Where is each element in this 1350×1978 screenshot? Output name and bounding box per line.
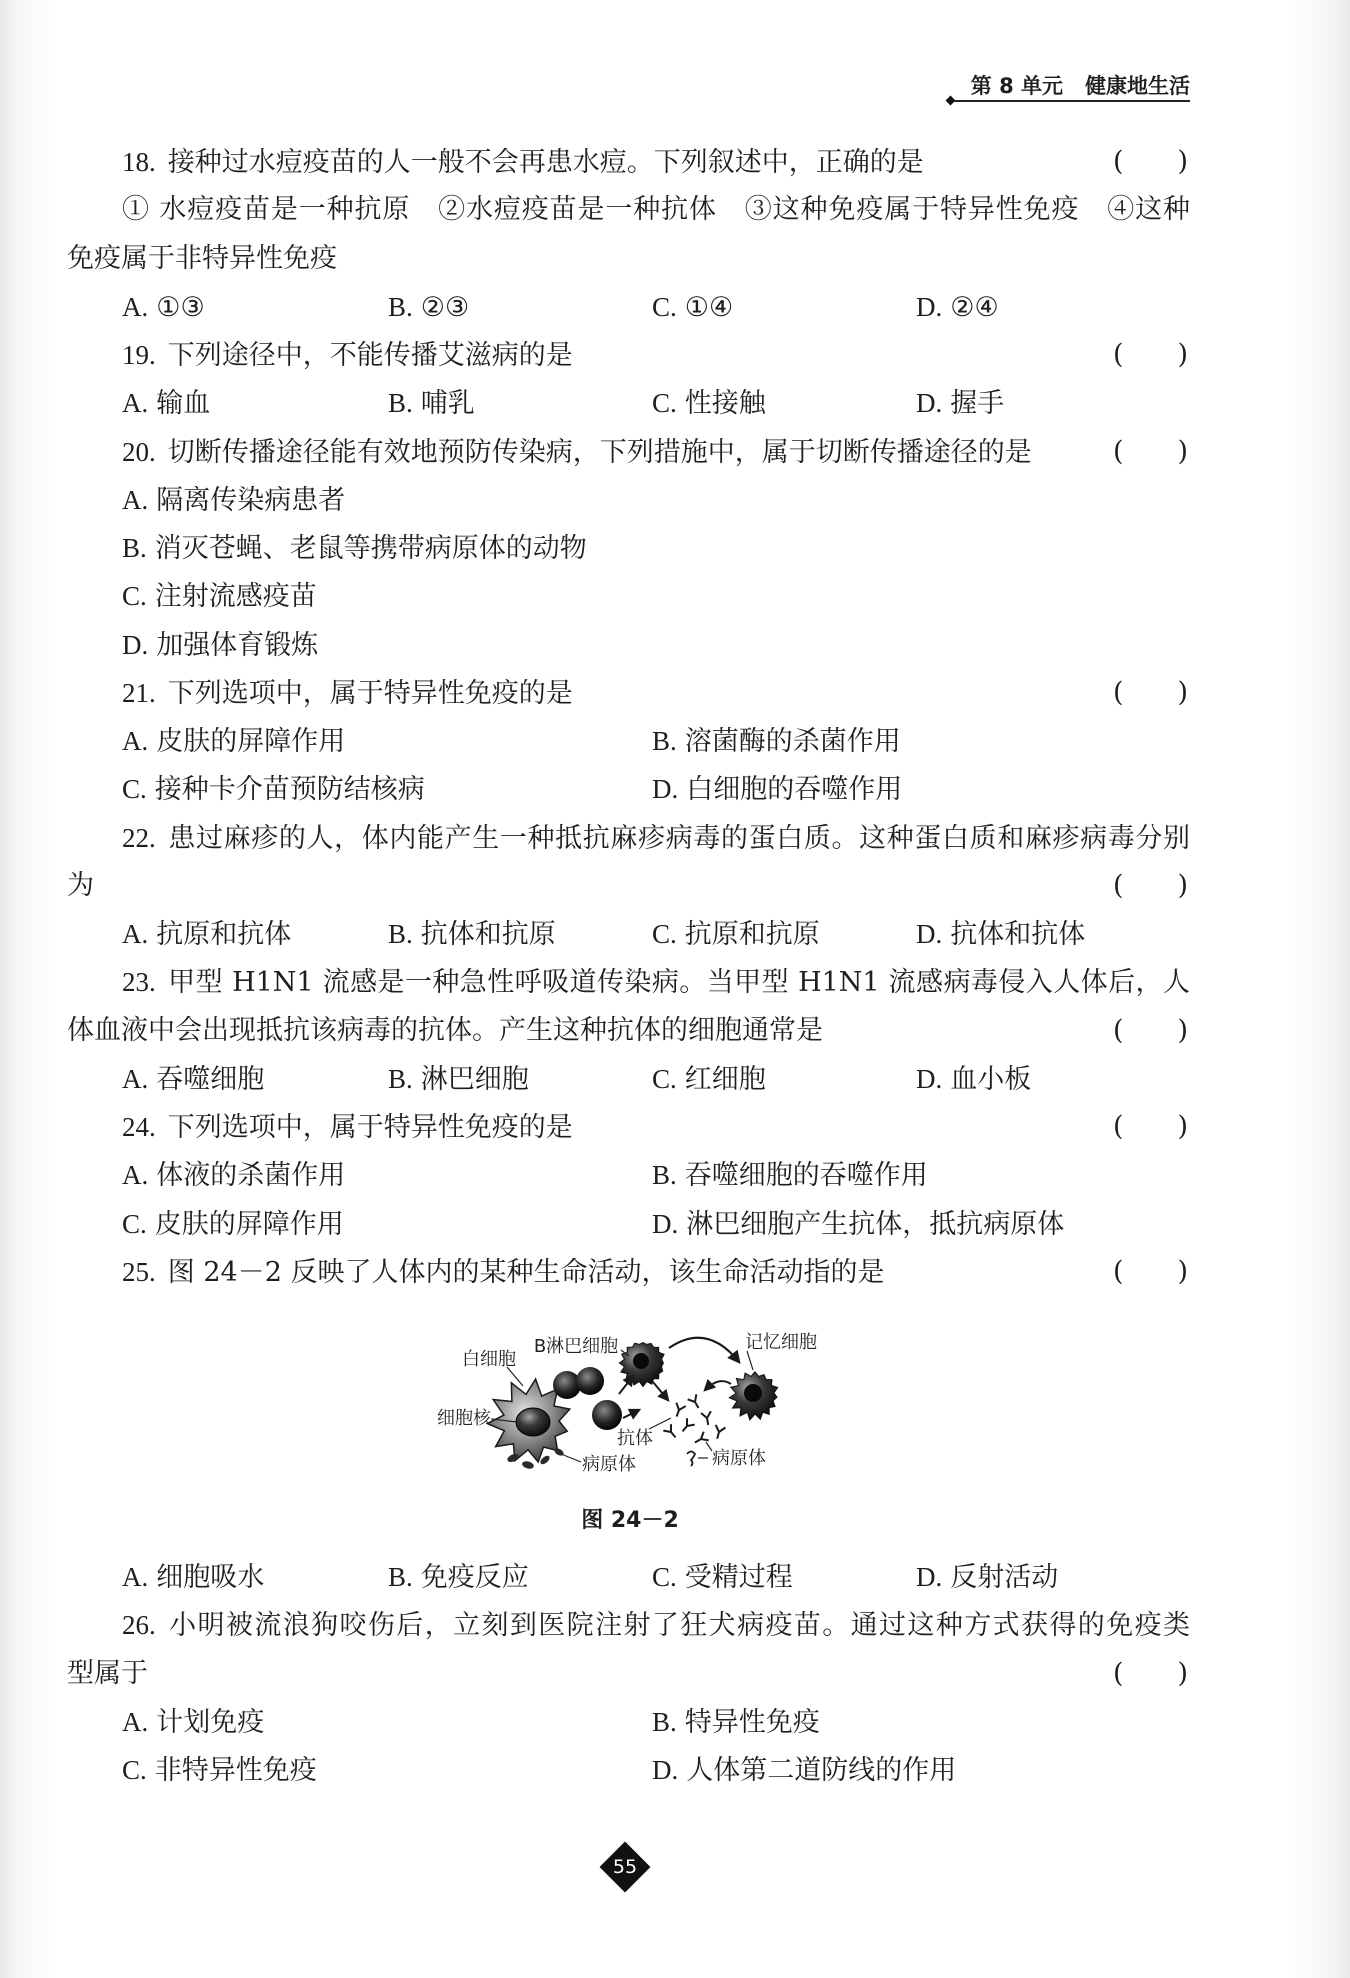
q21-option-c [122,765,425,813]
option-label: B. [652,1707,677,1737]
q20-option-a [122,476,345,524]
option-text: 细胞吸水 [156,1562,265,1593]
q18-stem [122,138,924,186]
answer-blank: ( ) [1113,870,1189,901]
option-text: ①③ [156,292,205,323]
option-text: 受精过程 [684,1562,793,1593]
q20-option-d [122,621,318,669]
q22-stem-line2: 为 [67,870,94,901]
option-label: B. [388,919,413,949]
antibody [672,1403,686,1419]
q26-option-b [652,1698,820,1746]
lymphocyte [576,1367,604,1395]
leader-line [561,1454,581,1462]
option-label: A. [122,388,149,418]
unit-number: 第 8 单元 [970,74,1063,98]
label-white-blood-cell: 白细胞 [462,1349,516,1370]
q20-option-b [122,524,587,572]
memory-cell-nucleus [744,1384,762,1402]
option-text: 反射活动 [950,1562,1059,1593]
option-label: C. [652,1064,677,1094]
q18-option-d [916,283,999,331]
option-label: A. [122,485,149,515]
q19-option-a [122,379,210,427]
q18-statements-line2: 免疫属于非特异性免疫 [67,243,337,274]
option-label: D. [916,292,943,322]
leader-line [747,1351,753,1370]
question-number: 20. [122,437,156,467]
pathogen [521,1460,534,1470]
option-label: D. [916,388,943,418]
page-number-badge [600,1842,650,1892]
answer-blank: ( ) [1113,146,1189,177]
option-text: 非特异性免疫 [154,1755,317,1786]
q19-stem [122,331,573,379]
label-nucleus: 细胞核 [437,1408,491,1429]
question-number: 26. [122,1610,156,1640]
q23-option-a [122,1055,264,1103]
option-text: 皮肤的屏障作用 [156,726,346,757]
option-text: 性接触 [684,388,766,419]
answer-blank: ( ) [1113,1111,1189,1142]
q18-statements-line1: ① 水痘疫苗是一种抗原 ②水痘疫苗是一种抗体 ③这种免疫属于特异性免疫 ④这种 [122,194,1190,225]
answer-blank: ( ) [1113,677,1189,708]
answer-blank: ( ) [1113,436,1189,467]
antibody [712,1425,725,1440]
answer-blank: ( ) [1113,1658,1189,1689]
question-number: 19. [122,340,156,370]
option-text: 计划免疫 [156,1707,265,1738]
q21-option-d [652,765,902,813]
option-text: 淋巴细胞产生抗体，抵抗病原体 [686,1209,1065,1240]
option-text: 抗体和抗原 [420,919,556,950]
q25-option-c [652,1553,793,1601]
option-text: 溶菌酶的杀菌作用 [684,726,901,757]
question-text: 接种过水痘疫苗的人一般不会再患水痘。下列叙述中，正确的是 [167,147,924,178]
figure-caption: 图 24－2 [581,1508,679,1533]
option-text: ②④ [950,292,999,323]
antibody [679,1418,695,1434]
q24-stem [122,1103,573,1151]
option-text: 白细胞的吞噬作用 [686,774,903,805]
q20-option-c [122,572,317,620]
option-label: D. [916,1562,943,1592]
q23-option-d [916,1055,1031,1103]
option-label: B. [388,292,413,322]
pathogen-icon [687,1452,695,1467]
arrow-b-cell-to-memory-cell [669,1338,739,1362]
option-text: 注射流感疫苗 [154,581,317,612]
question-number: 24. [122,1112,156,1142]
lymphocyte [592,1400,622,1430]
answer-blank: ( ) [1113,1256,1189,1287]
q18-option-c [652,283,733,331]
header-rule [954,100,1190,102]
q24-option-d [652,1200,1064,1248]
option-label: B. [652,726,677,756]
option-text: 体液的杀菌作用 [156,1160,346,1191]
immune-response-figure [425,1318,835,1490]
unit-title: 健康地生活 [1085,74,1190,98]
q22-option-b [388,910,556,958]
label-b-lymphocyte: B淋巴细胞 [533,1336,619,1357]
antibody [701,1411,713,1426]
option-label: B. [122,533,147,563]
option-text: 抗体和抗体 [950,919,1086,950]
answer-blank: ( ) [1113,1015,1189,1046]
q25-option-b [388,1553,529,1601]
option-text: 免疫反应 [420,1562,529,1593]
option-label: A. [122,919,149,949]
q21-stem [122,669,573,717]
label-pathogen-left: 病原体 [582,1454,636,1475]
unit-header [971,71,1190,101]
q19-option-d [916,379,1004,427]
question-text: 下列途径中，不能传播艾滋病的是 [167,340,573,371]
label-antibody: 抗体 [617,1428,653,1449]
option-text: 血小板 [950,1064,1032,1095]
antibody [692,1432,708,1447]
antibody [663,1424,679,1440]
option-text: 吞噬细胞 [156,1064,265,1095]
option-text: 皮肤的屏障作用 [154,1209,344,1240]
question-text: 图 24－2 反映了人体内的某种生命活动，该生命活动指的是 [167,1257,885,1288]
option-label: B. [388,1562,413,1592]
option-label: C. [652,1562,677,1592]
option-label: D. [652,1209,679,1239]
question-number: 21. [122,678,156,708]
q20-stem [122,428,1032,476]
question-number: 22. [122,823,156,853]
question-text: 切断传播途径能有效地预防传染病，下列措施中，属于切断传播途径的是 [167,437,1032,468]
q26-option-c [122,1746,317,1794]
q22-stem-line1 [122,814,1190,862]
option-text: 加强体育锻炼 [156,630,319,661]
option-label: C. [652,388,677,418]
q19-option-b [388,379,475,427]
q22-option-c [652,910,820,958]
option-label: C. [652,919,677,949]
q18-option-a [122,283,205,331]
question-text: 甲型 H1N1 流感是一种急性呼吸道传染病。当甲型 H1N1 流感病毒侵入人体后，人 [167,967,1190,998]
arrow-b-cell-to-antibody [653,1382,668,1400]
question-number: 25. [122,1257,156,1287]
option-text: 人体第二道防线的作用 [686,1755,957,1786]
question-text: 患过麻疹的人，体内能产生一种抵抗麻疹病毒的蛋白质。这种蛋白质和麻疹病毒分别 [167,823,1190,854]
option-label: D. [122,630,149,660]
q26-stem-line1 [122,1601,1190,1649]
q21-option-b [652,717,901,765]
option-text: 抗原和抗原 [684,919,820,950]
option-text: 特异性免疫 [684,1707,820,1738]
arrow-to-antibody [623,1410,639,1418]
option-text: 接种卡介苗预防结核病 [154,774,425,805]
option-label: A. [122,1562,149,1592]
option-text: 淋巴细胞 [420,1064,529,1095]
question-number: 23. [122,967,156,997]
option-label: D. [652,774,679,804]
option-text: 红细胞 [684,1064,766,1095]
cell-nucleus [516,1408,550,1436]
page-number: 55 [612,1856,638,1878]
option-label: C. [652,292,677,322]
question-text: 小明被流浪狗咬伤后，立刻到医院注射了狂犬病疫苗。通过这种方式获得的免疫类 [167,1610,1190,1641]
option-label: D. [916,919,943,949]
q24-option-a [122,1151,345,1199]
option-text: 握手 [950,388,1005,419]
option-text: 抗原和抗体 [156,919,292,950]
option-label: A. [122,1064,149,1094]
option-label: C. [122,774,147,804]
arrow-memory-cell-to-antibody [705,1381,731,1390]
q25-option-d [916,1553,1058,1601]
answer-blank: ( ) [1113,339,1189,370]
option-label: D. [916,1064,943,1094]
q25-option-a [122,1553,264,1601]
b-lymphocyte-nucleus [633,1353,649,1369]
option-text: 吞噬细胞的吞噬作用 [684,1160,928,1191]
option-label: C. [122,1755,147,1785]
q26-stem-line2: 型属于 [67,1658,148,1689]
q23-option-b [388,1055,529,1103]
option-text: ②③ [420,292,470,323]
option-label: B. [388,388,413,418]
option-text: 隔离传染病患者 [156,485,346,516]
q24-option-c [122,1200,344,1248]
q26-option-d [652,1746,956,1794]
q21-option-a [122,717,345,765]
antibody [688,1394,703,1410]
q19-option-c [652,379,766,427]
q18-option-b [388,283,469,331]
option-label: A. [122,292,149,322]
option-label: D. [652,1755,679,1785]
option-text: 消灭苍蝇、老鼠等携带病原体的动物 [154,533,587,564]
q22-option-d [916,910,1085,958]
option-label: B. [388,1064,413,1094]
q23-stem-line2: 体血液中会出现抵抗该病毒的抗体。产生这种抗体的细胞通常是 [67,1015,823,1046]
option-label: B. [652,1160,677,1190]
question-text: 下列选项中，属于特异性免疫的是 [167,678,573,709]
q23-stem-line1 [122,958,1190,1006]
label-memory-cell: 记忆细胞 [745,1332,817,1353]
q24-option-b [652,1151,928,1199]
q22-option-a [122,910,291,958]
q25-stem [122,1248,884,1296]
q26-option-a [122,1698,264,1746]
question-number: 18. [122,147,156,177]
option-text: 哺乳 [420,388,475,419]
label-pathogen-right: 病原体 [712,1448,766,1469]
option-label: A. [122,1160,149,1190]
option-label: C. [122,1209,147,1239]
q23-option-c [652,1055,766,1103]
option-text: 输血 [156,388,211,419]
option-label: C. [122,581,147,611]
option-text: ①④ [684,292,734,323]
question-text: 下列选项中，属于特异性免疫的是 [167,1112,573,1143]
option-label: A. [122,1707,149,1737]
option-label: A. [122,726,149,756]
